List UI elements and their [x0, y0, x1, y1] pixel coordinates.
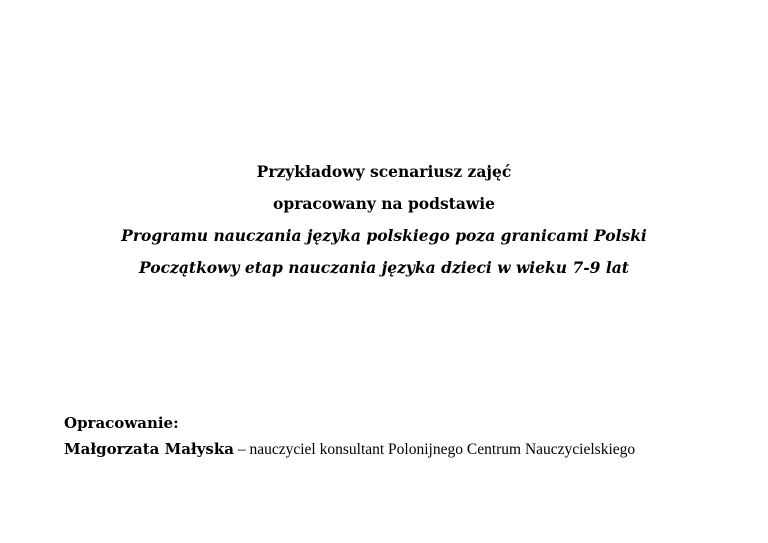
author-name: Małgorzata Małyska	[64, 440, 234, 458]
author-section	[64, 410, 764, 463]
title-line-scenario: Przykładowy scenariusz zajęć	[256, 162, 512, 181]
author-line	[64, 436, 764, 463]
document-title-block	[0, 156, 768, 284]
title-line-program: Programu nauczania języka polskiego poza granicami Polski	[121, 226, 647, 245]
title-line-basis: opracowany na podstawie	[273, 194, 495, 213]
title-line-stage: Początkowy etap nauczania języka dzieci w wieku 7-9 lat	[139, 258, 629, 277]
author-heading: Opracowanie:	[64, 414, 179, 432]
author-description: – nauczyciel konsultant Polonijnego Centrum Nauczycielskiego	[233, 441, 636, 458]
